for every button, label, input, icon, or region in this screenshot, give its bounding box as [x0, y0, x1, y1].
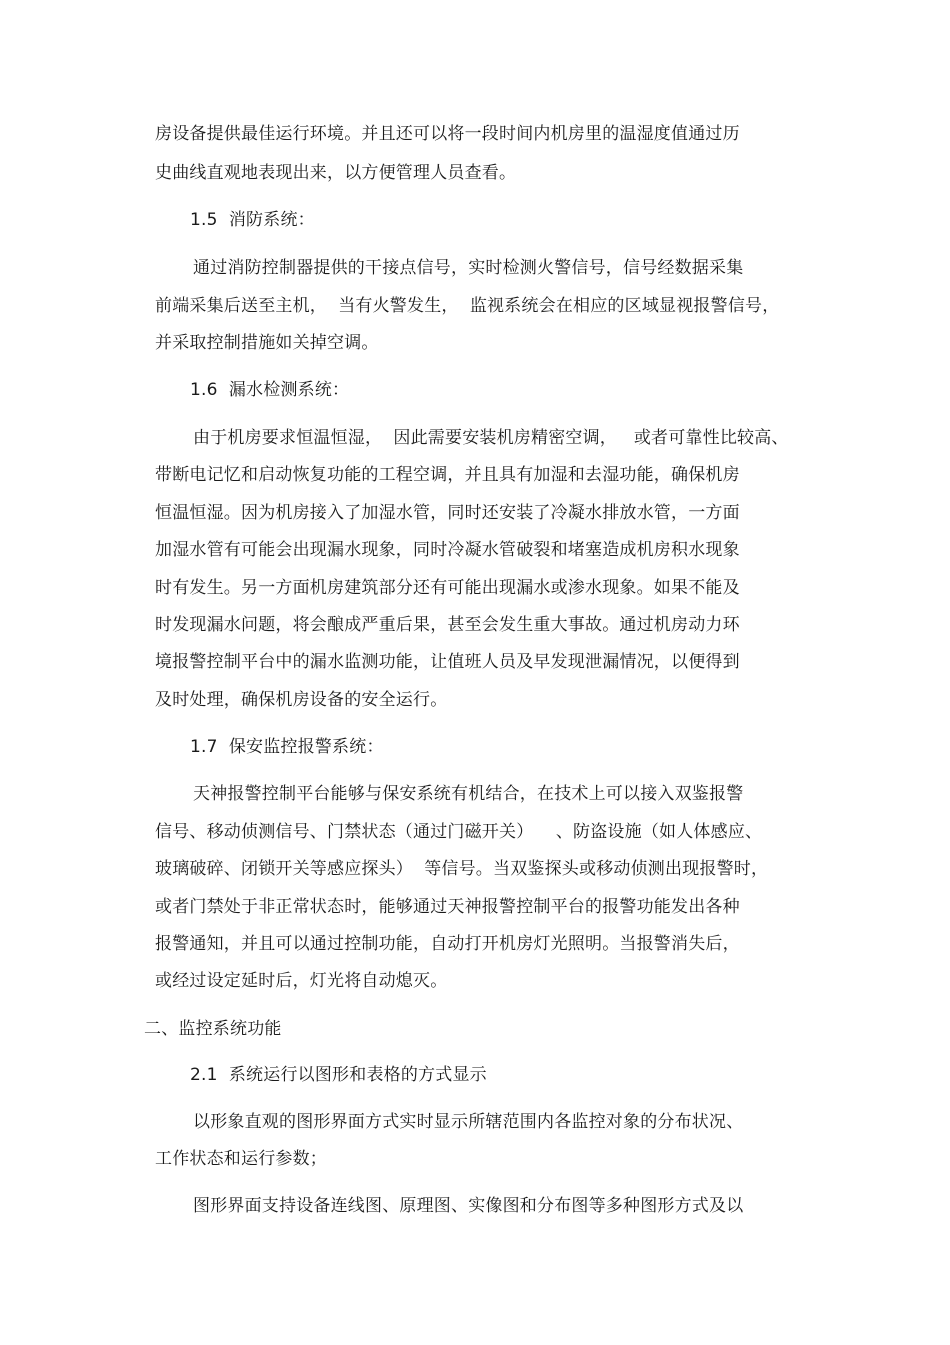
chapter-heading-2: 二、监控系统功能	[144, 1019, 282, 1039]
paragraph-line: 带断电记忆和启动恢复功能的工程空调，并且具有加湿和去湿功能，确保机房	[155, 465, 740, 485]
paragraph-line: 报警通知，并且可以通过控制功能，自动打开机房灯光照明。当报警消失后，	[155, 934, 740, 954]
paragraph-line: 天神报警控制平台能够与保安系统有机结合，在技术上可以接入双鉴报警	[193, 784, 744, 804]
section-heading-1-6: 1.6 漏水检测系统：	[190, 380, 350, 400]
paragraph-line: 恒温恒湿。因为机房接入了加湿水管，同时还安装了冷凝水排放水管，一方面	[155, 503, 740, 523]
paragraph-line: 由于机房要求恒温恒湿， 因此需要安装机房精密空调， 或者可靠性比较高、	[193, 428, 789, 448]
paragraph-line: 或者门禁处于非正常状态时，能够通过天神报警控制平台的报警功能发出各种	[155, 897, 740, 917]
paragraph-line: 或经过设定延时后，灯光将自动熄灭。	[155, 971, 448, 991]
paragraph-line: 房设备提供最佳运行环境。并且还可以将一段时间内机房里的温湿度值通过历	[155, 124, 740, 144]
paragraph-line: 加湿水管有可能会出现漏水现象，同时冷凝水管破裂和堵塞造成机房积水现象	[155, 540, 740, 560]
paragraph-line: 通过消防控制器提供的干接点信号，实时检测火警信号，信号经数据采集	[193, 258, 744, 278]
paragraph-line: 前端采集后送至主机， 当有火警发生， 监视系统会在相应的区域显视报警信号，	[155, 296, 780, 316]
section-heading-1-7: 1.7 保安监控报警系统：	[190, 737, 384, 757]
paragraph-line: 及时处理，确保机房设备的安全运行。	[155, 690, 448, 710]
paragraph-line: 时有发生。另一方面机房建筑部分还有可能出现漏水或渗水现象。如果不能及	[155, 578, 740, 598]
paragraph-line: 玻璃破碎、闭锁开关等感应探头） 等信号。当双鉴探头或移动侦测出现报警时，	[155, 859, 769, 879]
paragraph-line: 史曲线直观地表现出来，以方便管理人员查看。	[155, 163, 517, 183]
section-heading-1-5: 1.5 消防系统：	[190, 210, 315, 230]
section-heading-2-1: 2.1 系统运行以图形和表格的方式显示	[190, 1065, 487, 1085]
paragraph-line: 境报警控制平台中的漏水监测功能，让值班人员及早发现泄漏情况，以便得到	[155, 652, 740, 672]
paragraph-line: 时发现漏水问题，将会酿成严重后果，甚至会发生重大事故。通过机房动力环	[155, 615, 740, 635]
paragraph-line: 工作状态和运行参数；	[155, 1149, 327, 1169]
paragraph-line: 图形界面支持设备连线图、原理图、实像图和分布图等多种图形方式及以	[193, 1196, 744, 1216]
paragraph-line: 并采取控制措施如关掉空调。	[155, 333, 379, 353]
paragraph-line: 信号、移动侦测信号、门禁状态（通过门磁开关） 、防盗设施（如人体感应、	[155, 822, 763, 842]
paragraph-line: 以形象直观的图形界面方式实时显示所辖范围内各监控对象的分布状况、	[193, 1112, 744, 1132]
